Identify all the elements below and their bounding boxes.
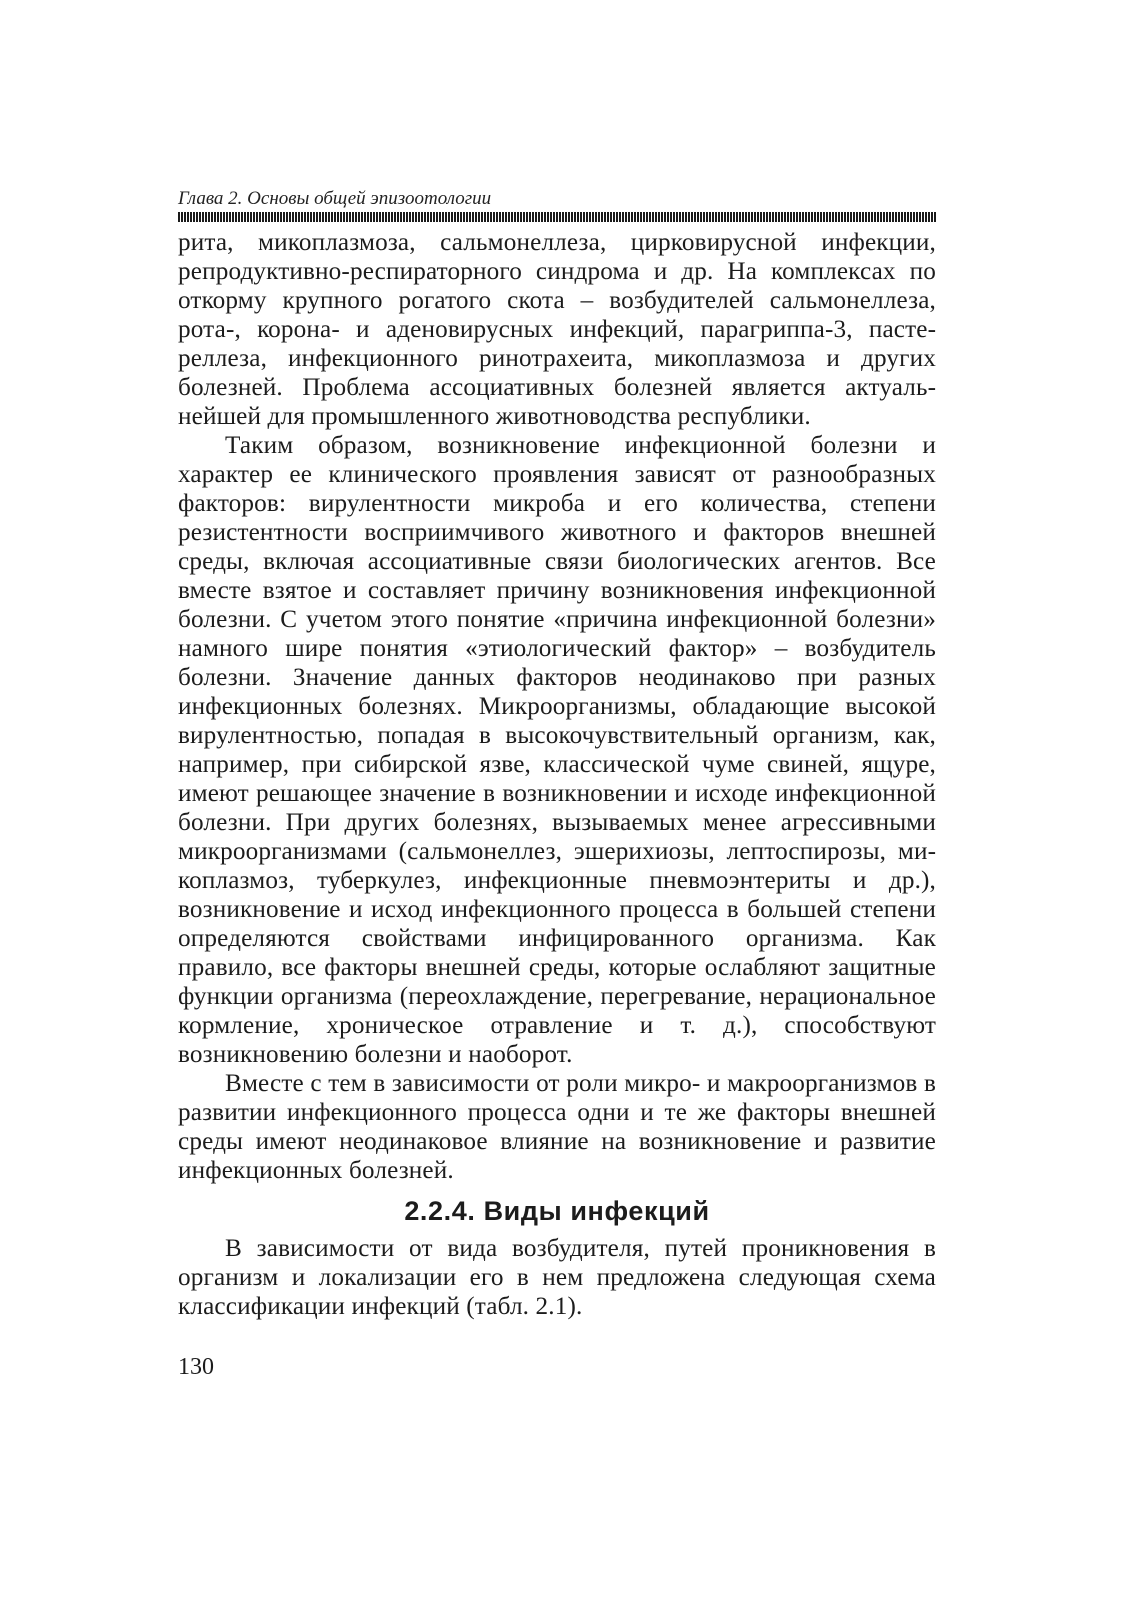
paragraph-classification: В зависимости от вида возбудителя, путей проникновения в организм и локализации его в нем предложена следующая схема классификации инфекций (табл. 2.1). — [178, 1235, 936, 1320]
paragraph-continuation: рита, микоплазмоза, сальмонеллеза, цирковирусной инфекции, репродуктивно-респираторного синдрома и др. На комплексах по откорму крупного рогатого скота – возбудителей сальмонеллеза, рота-, корона- и аденовирусных инфекций, парагриппа-3, пастереллеза, инфекционного ринотрахеита, микоплазмоза и других болезней. Проблема ассоциативных болезней является актуальнейшей для промышленного животноводства республики. — [178, 229, 936, 430]
paragraph-factors: Таким образом, возникновение инфекционной болезни и характер ее клинического проявления зависят от разнообразных факторов: вирулентности микроба и его количества, степени резистентности восприимчивого животного и факторов внешней среды, включая ассоциативные связи биологических агентов. Все вместе взятое и составляет причину возникновения инфекционной болезни. С учетом этого понятие «причина инфекционной болезни» намного шире понятия «этиологический фактор» – возбудитель болезни. Значение данных факторов неодинаково при разных инфекционных болезнях. Микроорганизмы, обладающие высокой вирулентностью, попадая в высокочувствительный организм, как, например, при сибирской язве, классической чуме свиней, ящуре, имеют решающее значение в возникновении и исходе инфекционной болезни. При других болезнях, вызываемых менее агрессивными микроорганизмами (сальмонеллез, эшерихиозы, лептоспирозы, микоплазмоз, туберкулез, инфекционные пневмоэнтериты и др.), возникновение и исход инфекционного процесса в большей степени определяются свойствами инфицированного организма. Как правило, все факторы внешней среды, которые ослабляют защитные функции организма (переохлаждение, перегревание, нерациональное кормление, хроническое отравление и т. д.), способствуют возникновению болезни и наоборот. — [178, 432, 936, 1068]
paragraph-micro-macro: Вместе с тем в зависимости от роли микро- и макроорганизмов в развитии инфекционного процесса одни и те же факторы внешней среды имеют неодинаковое влияние на возникновение и развитие инфекционных болезней. — [178, 1070, 936, 1184]
body-text — [178, 228, 936, 1321]
header-rule — [178, 212, 936, 222]
page-number: 130 — [178, 1354, 214, 1380]
running-header: Глава 2. Основы общей эпизоотологии — [178, 188, 492, 209]
section-heading: 2.2.4. Виды инфекций — [404, 1196, 710, 1226]
